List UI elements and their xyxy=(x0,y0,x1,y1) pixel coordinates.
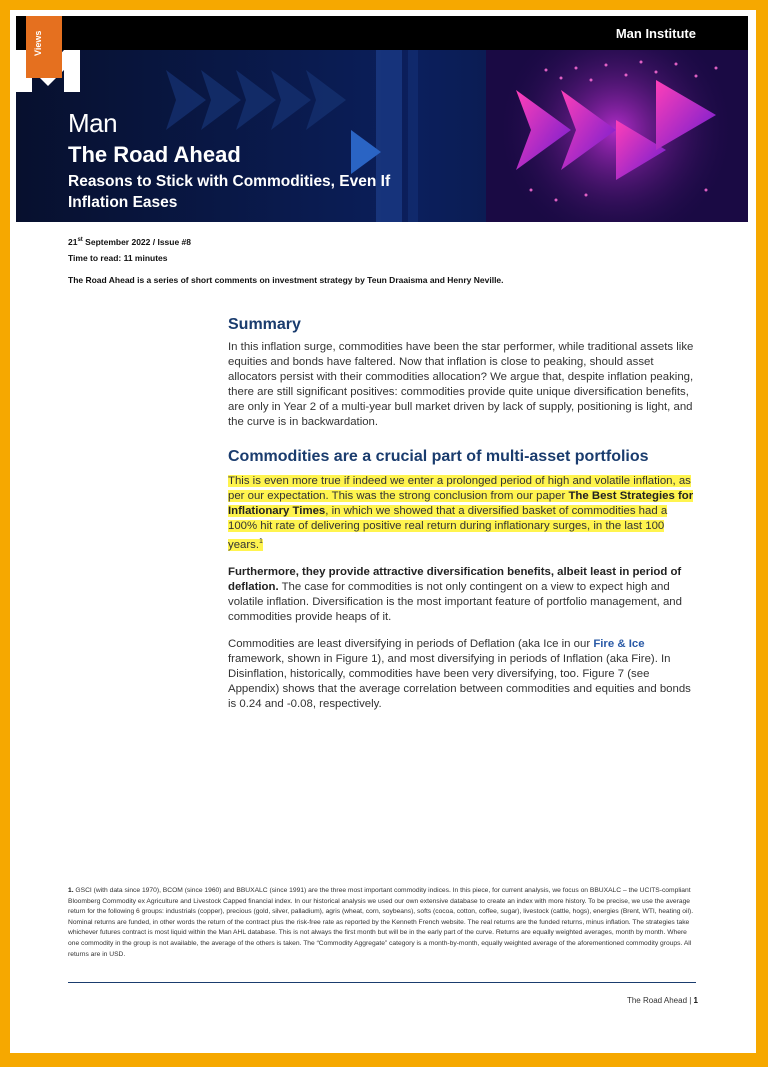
summary-heading: Summary xyxy=(228,316,301,333)
correlation-paragraph: Commodities are least diversifying in periods of Deflation (aka Ice in our Fire & Ice framework, shown in Figure 1), and most diversifying in periods of Inflation (aka Fire). In Disinflation, historically, commodities have been very diversifying, too. Figure 7 (see Appendix) shows that the average correlation between commodities and equities and bonds is 0.24 and -0.08, respectively. xyxy=(228,637,691,710)
footnote: 1. GSCI (with data since 1970), BCOM (since 1960) and BBUXALC (since 1991) are the three most important commodity indices. In this piece, for current analysis, we focus on BBUXALC – the UCITS-compliant Bloomberg Commodity ex Agriculture and Livestock Capped financial index. In our historical analysis we used our own extensive database to create an index with more history. To be precise, we use the average return for the following 6 groups: industrials (copper), precious (gold, silver, palladium), agris (wheat, corn, soybeans), softs (cocoa, cotton, coffee, sugar), livestock (cattle, hogs), energies (Brent, WTI, heating oil). Nominal returns are funded, in other words the return of the contract plus the risk-free rate as reported by the Kenneth French website. The real returns are the funded returns, minus inflation. The strategies take whichever futures contract is most liquid within the Man AHL database. This is not always the first month but will be in the early part of the curve. Returns are equally weighted averages, month by month. Where one commodity in the group is not available, the average of the others is taken. The “Commodity Aggregate” category is a month-by-month, equally weighted average of the aforementioned commodity groups. All returns are in USD. xyxy=(68,887,694,958)
brand-name: Man Institute xyxy=(615,26,696,41)
document-page xyxy=(10,10,756,1053)
footnote-ref[interactable]: 1 xyxy=(259,538,263,545)
issue-date: 21st September 2022 / Issue #8 xyxy=(68,237,192,247)
time-to-read: Time to read: 11 minutes xyxy=(68,253,168,263)
highlighted-paragraph: This is even more true if indeed we enter a prolonged period of high and volatile inflation, as per our expectation. This was the strong conclusion from our paper The Best Strategies for Inflationary Times, in which we showed that a diversified basket of commodities had a 100% hit rate of delivering positive real return during inflationary surges, in the last 100 years.$^1$ xyxy=(228,475,694,551)
diversification-paragraph: Furthermore, they provide attractive diversification benefits, albeit least in period of deflation. The case for commodities is not only contingent on a view to expect high and volatile inflation. Diversification is the most important feature of portfolio management, and commodities provide heaps of it. xyxy=(228,565,682,623)
section-heading: Commodities are a crucial part of multi-asset portfolios xyxy=(228,448,649,465)
page-title: The Road Ahead xyxy=(68,142,241,167)
page-footer: The Road Ahead | 1 xyxy=(626,996,698,1005)
views-tab-label: Views xyxy=(33,30,43,56)
views-tab xyxy=(26,16,62,78)
page-subtitle: Reasons to Stick with Commodities, Even If Inflation Eases xyxy=(68,173,391,211)
hero-banner xyxy=(16,50,748,222)
summary-text: In this inflation surge, commodities have been the star performer, while traditional assets like equities and bonds have faltered. Now that inflation is close to peaking, should asset allocators persist with their commodities allocation? We argue that, despite inflation peaking, there are still significant positives: commodities provide quite unique diversification benefits, are only in Year 2 of a multi-year bull market driven by lack of supply, positioning is light, and the curve is in backwardation. xyxy=(228,341,694,428)
paper-link[interactable]: The Best Strategies for Inflationary Times xyxy=(228,490,694,517)
top-bar xyxy=(16,16,748,50)
fire-ice-link[interactable]: Fire & Ice xyxy=(593,637,645,650)
main-content xyxy=(228,316,694,712)
page-number: 1 xyxy=(693,996,698,1005)
footer-divider xyxy=(68,982,696,983)
series-note: The Road Ahead is a series of short comments on investment strategy by Teun Draaisma and Henry Neville. xyxy=(68,275,504,285)
logo-wordmark: Man xyxy=(68,108,118,138)
